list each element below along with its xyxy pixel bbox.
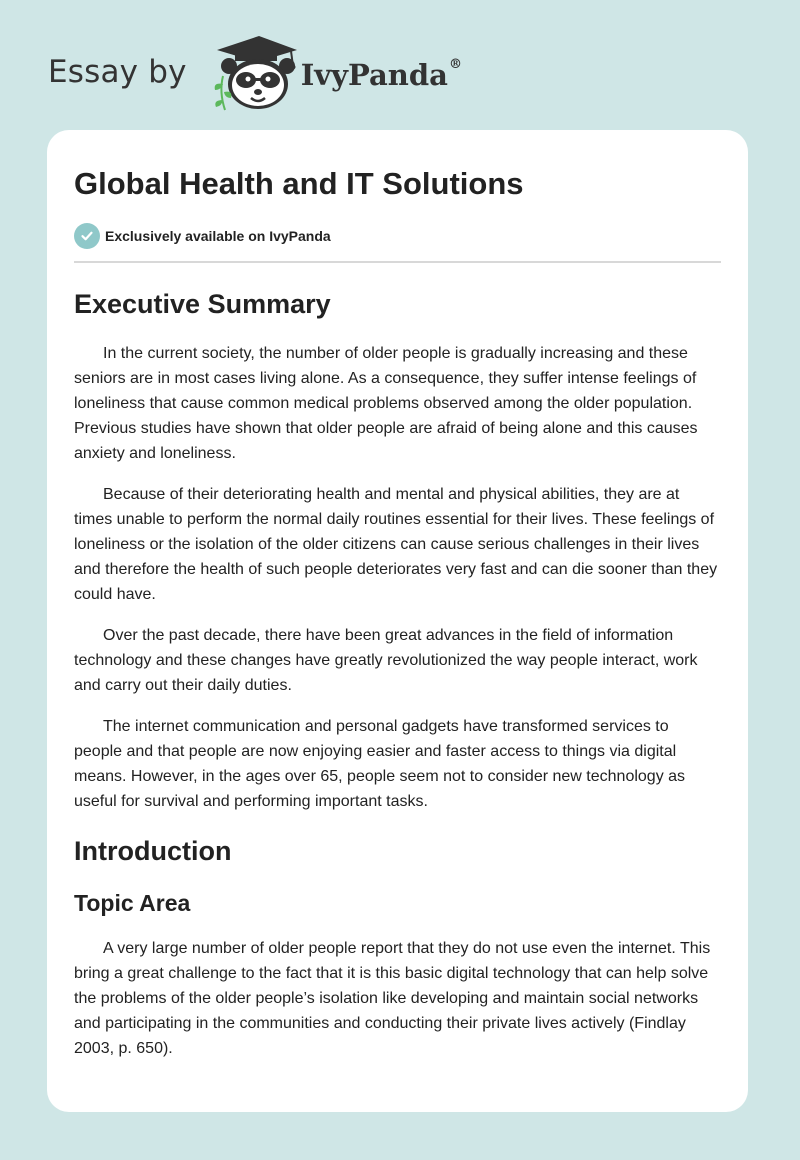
article-title: Global Health and IT Solutions: [74, 166, 524, 201]
panda-logo-icon[interactable]: [203, 32, 299, 112]
subsection-heading-topic-area: Topic Area: [74, 890, 191, 916]
section-heading-introduction: Introduction: [74, 836, 232, 866]
essay-by-label: Essay by: [48, 54, 187, 90]
brand-name[interactable]: IvyPanda®: [300, 57, 462, 92]
divider: [74, 261, 721, 263]
article-card: [47, 130, 748, 1112]
section-heading-executive-summary: Executive Summary: [74, 289, 331, 319]
paragraph: A very large number of older people report that they do not use even the internet. This bring a great challenge to the fact that it is this basic digital technology that can help solve the problems of the older people’s isolation like developing and maintain social networks and participating in the communities and conducting their private lives actively (Findlay 2003, p. 650).: [74, 940, 711, 1057]
paragraph: The internet communication and personal gadgets have transformed services to people and that people are now enjoying easier and faster access to things via digital means. However, in the ages over 65, people seem not to consider new technology as useful for survival and performing important tasks.: [74, 718, 686, 810]
paragraph: In the current society, the number of older people is gradually increasing and these seniors are in most cases living alone. As a consequence, they suffer intense feelings of loneliness that cause common medical problems observed among the older population. Previous studies have shown that older people are afraid of being alone and this causes anxiety and loneliness.: [74, 345, 698, 462]
registered-mark: ®: [448, 57, 462, 73]
check-icon: [74, 223, 100, 249]
paragraph: Over the past decade, there have been great advances in the field of information technology and these changes have greatly revolutionized the way people interact, work and carry out their daily duties.: [74, 627, 698, 694]
paragraph: Because of their deteriorating health and mental and physical abilities, they are at times unable to perform the normal daily routines essential for their lives. These feelings of loneliness or the isolation of the older citizens can cause serious challenges in their lives and therefore the health of such people deteriorates very fast and can die sooner than they could have.: [74, 486, 718, 603]
badge-text: Exclusively available on IvyPanda: [105, 228, 331, 244]
site-header: [48, 32, 462, 112]
exclusive-badge: [74, 222, 721, 250]
